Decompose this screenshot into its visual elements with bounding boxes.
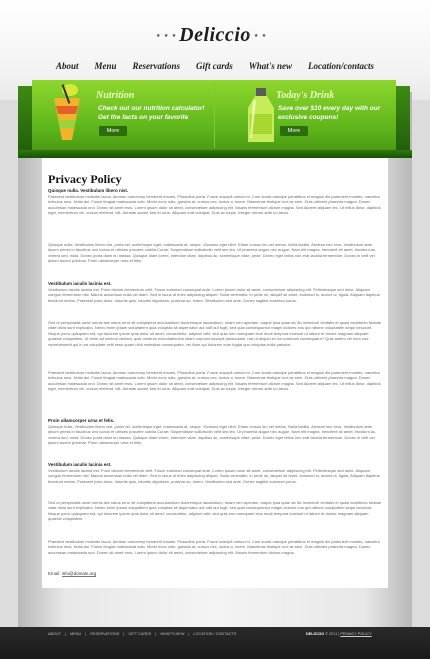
- drink-line2: exclusive coupons!: [278, 114, 339, 121]
- footer-sep: |: [188, 632, 190, 636]
- banner-divider: [214, 82, 215, 148]
- section-text: Praesent vestibulum molestie lacus. Aenean nonummy hendrerit mauris. Phasellus porta. Fusce suscipit varius mi. Cum sociis natoque penatibus et magnis dis parturient montes, nascetur ridiculus mus. Nulla dui. Fusce feugiat malesuada odio. Morbi nunc odio, gravida at, cursus nec, luctus a, lorem. Maecenas tristique orci ac sem. Duis ultricies pharetra magna. Donec accumsan malesuada orci. Donec sit amet eros. Lorem ipsum dolor sit amet, consectetuer adipiscing elit. Mauris fermentum dictum magna.: [48, 539, 380, 555]
- drink-line1: Save over $10 every day with our: [278, 105, 381, 112]
- banner-strip: [18, 150, 412, 158]
- footer-link-whats-new[interactable]: WHAT'S NEW: [160, 632, 185, 636]
- footer-sep: |: [85, 632, 87, 636]
- footer-link-gift-cards[interactable]: GIFT CARDS: [128, 632, 152, 636]
- banner-fold-left: [18, 86, 32, 156]
- section-text: Praesent vestibulum molestie lacus. Aenean nonummy hendrerit mauris. Phasellus porta. Fusce suscipit varius mi. Cum sociis natoque penatibus et magnis dis parturient montes, nascetur ridiculus mus. Nulla dui. Fusce feugiat malesuada odio. Morbi nunc odio, gravida at, cursus nec, luctus a, lorem. Maecenas tristique orci ac sem. Duis ultricies pharetra magna. Donec accumsan malesuada orci. Donec sit amet eros. Lorem ipsum dolor sit amet, consectetuer adipiscing elit. Mauris fermentum dictum magna. Sed laoreet aliquam leo. Ut tellus dolor, dapibus eget, elementum vel, cursus eleifend, elit. Aenean auctor wisi et urna. Aliquam erat volutpat. Duis ac turpis. Integer rutrum ante eu lacus.: [48, 370, 381, 392]
- footer-sep: |: [65, 632, 67, 636]
- nav-whats-new[interactable]: What's new: [248, 61, 293, 71]
- nav-reservations[interactable]: Reservations: [132, 61, 181, 71]
- section-heading: Quisque nulla. Vestibulum libero nisl.: [48, 188, 129, 193]
- nutrition-line2: Get the facts on your favorite: [98, 114, 189, 121]
- main-nav: [0, 61, 430, 71]
- nutrition-line1: Check out our nutrition calculator!: [98, 105, 205, 112]
- banner-fold-right: [396, 86, 410, 156]
- footer-brand: DELICCIO: [306, 632, 325, 636]
- section-heading: Proin ullamcorper urna et felis.: [48, 418, 115, 423]
- section-text: Vestibulum iaculis lacinia est. Proin dictum elementum velit. Fusce euismod consequat ante. Lorem ipsum dolor sit amet, consectetuer adipiscing elit. Pellentesque sed dolor. Aliquam congue fermentum nisl. Mauris accumsan nulla vel diam. Sed in lacus ut enim adipiscing aliquet. Nulla venenatis. In pede mi, aliquet sit amet, euismod in, auctor ut, ligula. Aliquam dapibus tincidunt metus. Praesent justo dolor, lobortis quis, lobortis dignissim, pulvinar ac, lorem. Vestibulum sed ante. Donec sagittis euismod purus.: [48, 287, 380, 303]
- section-text: Quisque nulla. Vestibulum libero nisl, porta vel, scelerisque eget, malesuada at, neque. Vivamus eget nibh. Etiam cursus leo vel metus. Nulla facilisi. Aenean nec eros. Vestibulum ante ipsum primis in faucibus orci luctus et ultrices posuere cubilia Curae; Suspendisse sollicitudin velit sed leo. Ut pharetra augue nec augue. Nam elit magna, hendrerit sit amet, tincidunt ac, viverra sed, nulla. Donec porta diam eu massa. Quisque diam lorem, interdum vitae, dapibus ac, scelerisque vitae, pede. Donec eget tellus non erat lacinia fermentum. Donec in velit vel ipsum auctor pulvinar. Proin ullamcorper urna et felis.: [48, 242, 377, 264]
- section-text: Praesent vestibulum molestie lacus. Aenean nonummy hendrerit mauris. Phasellus porta. Fusce suscipit varius mi. Cum sociis natoque penatibus et magnis dis parturient montes, nascetur ridiculus mus. Nulla dui. Fusce feugiat malesuada odio. Morbi nunc odio, gravida at, cursus nec, luctus a, lorem. Maecenas tristique orci ac sem. Duis ultricies pharetra magna. Donec accumsan malesuada orci. Donec sit amet eros. Lorem ipsum dolor sit amet, consectetuer adipiscing elit. Mauris fermentum dictum magna. Sed laoreet aliquam leo. Ut tellus dolor, dapibus eget, elementum vel, cursus eleifend, elit. Aenean auctor wisi et urna. Aliquam erat volutpat. Duis ac turpis. Integer rutrum ante eu lacus.: [48, 194, 381, 216]
- page-title: Privacy Policy: [48, 172, 122, 186]
- footer-link-about[interactable]: ABOUT: [48, 632, 62, 636]
- footer-link-menu[interactable]: MENU: [70, 632, 82, 636]
- smoothie-glass-icon: [46, 82, 86, 146]
- drink-more-button[interactable]: More: [280, 126, 308, 136]
- section-heading: Vestibulum iaculis lacinia est.: [48, 281, 112, 286]
- section-text: Quisque nulla. Vestibulum libero nisl, porta vel, scelerisque eget, malesuada at, neque. Vivamus eget nibh. Etiam cursus leo vel metus. Nulla facilisi. Aenean nec eros. Vestibulum ante ipsum primis in faucibus orci luctus et ultrices posuere cubilia Curae; Suspendisse sollicitudin velit sed leo. Ut pharetra augue nec augue. Nam elit magna, hendrerit sit amet, tincidunt ac, viverra sed, nulla. Donec porta diam eu massa. Quisque diam lorem, interdum vitae, dapibus ac, scelerisque vitae, pede. Donec eget tellus non erat lacinia fermentum. Donec in velit vel ipsum auctor pulvinar. Proin ullamcorper urna et felis.: [48, 424, 377, 446]
- nav-location-contacts[interactable]: Location/contacts: [308, 61, 375, 71]
- section-text: Sed ut perspiciatis unde omnis iste natus error sit voluptatem accusantium doloremque laudantium, totam rem aperiam, eaque ipsa quae ab illo inventore veritatis et quasi architecto beatae vitae dicta sunt explicabo. Nemo enim ipsam voluptatem quia voluptas sit aspernatur aut odit aut fugit, sed quia consequuntur magni dolores eos qui ratione voluptatem sequi nesciunt. Neque porro quisquam est, qui dolorem ipsum quia dolor sit amet, consectetur, adipisci velit, sed quia non numquam eius modi tempora incidunt ut labore et dolore magnam aliquam quaerat voluptatem. Ut enim ad minima veniam, quis nostrum exercitationem ullam corporis suscipit laboriosam, nisi ut aliquid ex ea commodi consequatur? Quis autem vel eum iure reprehenderit qui in ea voluptate velit esse quam nihil molestiae consequatur, vel illum qui dolorem eum fugiat quo voluptas nulla pariatur.: [48, 320, 382, 347]
- footer-copyright: [306, 632, 372, 636]
- footer-year: © 2011: [325, 632, 338, 636]
- email-link[interactable]: info@domain.org: [61, 571, 97, 576]
- nutrition-title: Nutrition: [96, 90, 135, 101]
- section-heading: Vestibulum iaculis lacinia est.: [48, 462, 112, 467]
- nav-about[interactable]: About: [55, 61, 79, 71]
- nav-gift-cards[interactable]: Gift cards: [196, 61, 233, 71]
- logo-stars-left: ★ ★ ★: [156, 33, 178, 39]
- email-label: Email:: [48, 571, 61, 576]
- logo-stars-right: ★ ★ ★: [246, 33, 268, 39]
- footer-sep: |: [123, 632, 125, 636]
- footer-sep: |: [338, 632, 340, 636]
- site-logo[interactable]: Deliccio: [179, 24, 251, 46]
- email-line: [48, 571, 96, 576]
- section-text: Sed ut perspiciatis unde omnis iste natus error sit voluptatem accusantium doloremque laudantium, totam rem aperiam, eaque ipsa quae ab illo inventore veritatis et quasi architecto beatae vitae dicta sunt explicabo. Nemo enim ipsam voluptatem quia voluptas sit aspernatur aut odit aut fugit, sed quia consequuntur magni dolores eos qui ratione voluptatem sequi nesciunt. Neque porro quisquam est, qui dolorem ipsum quia dolor sit amet, consectetur, adipisci velit, sed quia non numquam eius modi tempora incidunt ut labore et dolore magnam aliquam quaerat voluptatem.: [48, 500, 382, 522]
- footer-privacy-link[interactable]: PRIVACY POLICY: [340, 632, 372, 636]
- footer-nav: [48, 632, 236, 636]
- nav-menu[interactable]: Menu: [94, 61, 117, 71]
- footer-link-reservations[interactable]: RESERVATIONS: [90, 632, 120, 636]
- drink-bottle-icon: [244, 88, 278, 146]
- footer-link-location-contacts[interactable]: LOCATION / CONTACTS: [193, 632, 237, 636]
- drink-title: Today's Drink: [276, 90, 335, 101]
- section-text: Vestibulum iaculis lacinia est. Proin dictum elementum velit. Fusce euismod consequat ante. Lorem ipsum dolor sit amet, consectetuer adipiscing elit. Pellentesque sed dolor. Aliquam congue fermentum nisl. Mauris accumsan nulla vel diam. Sed in lacus ut enim adipiscing aliquet. Nulla venenatis. In pede mi, aliquet sit amet, euismod in, auctor ut, ligula. Aliquam dapibus tincidunt metus. Praesent justo dolor, lobortis quis, lobortis dignissim, pulvinar ac, lorem. Vestibulum sed ante. Donec sagittis euismod purus.: [48, 468, 380, 484]
- nutrition-more-button[interactable]: More: [99, 126, 127, 136]
- footer-sep: |: [155, 632, 157, 636]
